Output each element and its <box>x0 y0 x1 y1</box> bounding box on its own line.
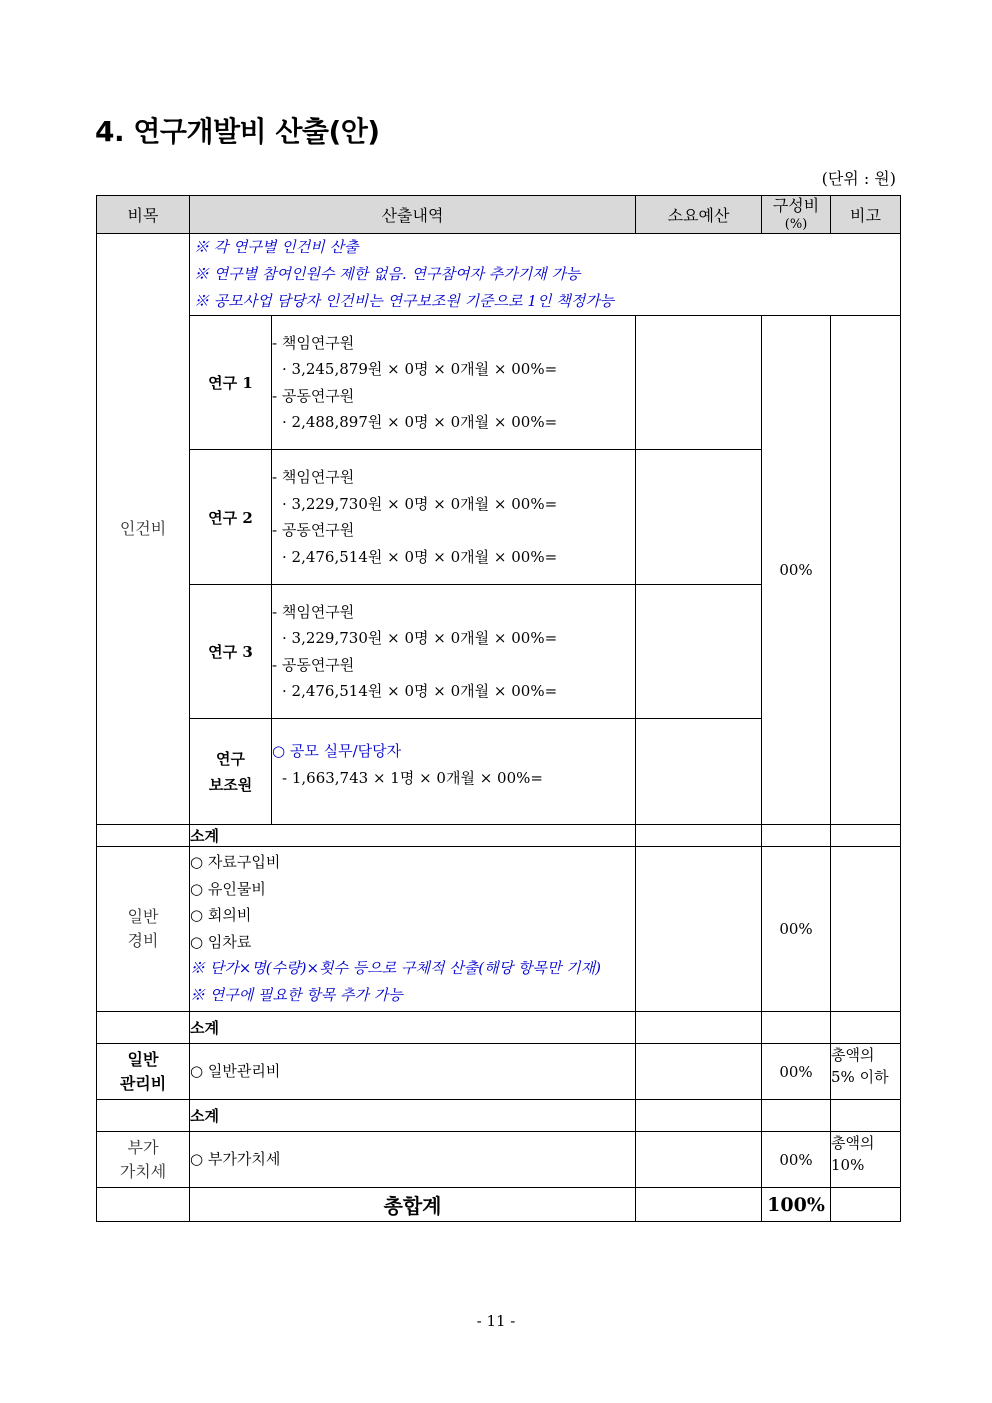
study-label: 연구 3 <box>190 585 272 719</box>
vat-category: 부가 가치세 <box>97 1132 190 1188</box>
admin-row <box>97 1044 901 1100</box>
note-line: ※ 각 연구별 인건비 산출 <box>194 238 359 256</box>
study-label: 연구 1 <box>190 316 272 450</box>
personnel-notes <box>190 234 901 316</box>
unit-label: (단위 : 원) <box>821 169 896 188</box>
list-item: ○ 유인물비 <box>190 879 266 898</box>
note-line: ※ 단가×명(수량)×횟수 등으로 구체적 산출(해당 항목만 기재) <box>190 959 601 977</box>
note-line: ※ 연구에 필요한 항목 추가 가능 <box>190 986 403 1004</box>
vat-item: ○ 부가가치세 <box>190 1132 636 1188</box>
subtotal-budget-cell[interactable] <box>636 825 762 847</box>
subtotal-label: 소계 <box>190 825 636 847</box>
assistant-label: 연구 보조원 <box>190 719 272 825</box>
admin-budget-cell[interactable] <box>636 1044 762 1100</box>
subtotal-budget-cell[interactable] <box>636 1012 762 1044</box>
general-items <box>190 847 636 1012</box>
list-item: ○ 자료구입비 <box>190 853 281 871</box>
study-row <box>97 316 901 450</box>
header-detail: 산출내역 <box>190 196 636 234</box>
study-label: 연구 2 <box>190 450 272 585</box>
header-remark: 비고 <box>831 196 901 234</box>
header-budget: 소요예산 <box>636 196 762 234</box>
personnel-remark-cell <box>831 316 901 825</box>
subtotal-row <box>97 1100 901 1132</box>
header-ratio: 구성비 (%) <box>762 196 831 234</box>
study-calc: - 책임연구원 · 3,245,879원 × 0명 × 0개월 × 00%= - 공동연구원 · 2,488,897원 × 0명 × 0개월 × 00%= <box>272 316 636 450</box>
general-budget-cell[interactable] <box>636 847 762 1012</box>
page-title: 4. 연구개발비 산출(안) <box>95 115 380 148</box>
study-budget-cell[interactable] <box>636 450 762 585</box>
admin-category: 일반 관리비 <box>97 1044 190 1100</box>
general-category: 일반 경비 <box>97 847 190 1012</box>
page-number: - 11 - <box>476 1312 516 1330</box>
study-budget-cell[interactable] <box>636 585 762 719</box>
note-line: ※ 공모사업 담당자 인건비는 연구보조원 기준으로 1인 책정가능 <box>194 292 615 310</box>
table-header-row <box>97 196 901 234</box>
note-line: ※ 연구별 참여인원수 제한 없음. 연구참여자 추가기재 가능 <box>194 265 581 283</box>
vat-remark: 총액의 10% <box>831 1132 901 1188</box>
assistant-budget-cell[interactable] <box>636 719 762 825</box>
header-item: 비목 <box>97 196 190 234</box>
subtotal-label: 소계 <box>190 1100 636 1132</box>
personnel-notes-row <box>97 234 901 316</box>
admin-item: ○ 일반관리비 <box>190 1044 636 1100</box>
subtotal-row <box>97 825 901 847</box>
admin-remark: 총액의 5% 이하 <box>831 1044 901 1100</box>
subtotal-budget-cell[interactable] <box>636 1100 762 1132</box>
list-item: ○ 임차료 <box>190 932 252 951</box>
personnel-category: 인건비 <box>97 234 190 825</box>
study-calc: - 책임연구원 · 3,229,730원 × 0명 × 0개월 × 00%= - 공동연구원 · 2,476,514원 × 0명 × 0개월 × 00%= <box>272 450 636 585</box>
study-budget-cell[interactable] <box>636 316 762 450</box>
study-calc: - 책임연구원 · 3,229,730원 × 0명 × 0개월 × 00%= - 공동연구원 · 2,476,514원 × 0명 × 0개월 × 00%= <box>272 585 636 719</box>
vat-row <box>97 1132 901 1188</box>
general-row <box>97 847 901 1012</box>
admin-ratio: 00% <box>762 1044 831 1100</box>
general-ratio: 00% <box>762 847 831 1012</box>
total-budget-cell[interactable] <box>636 1188 762 1222</box>
vat-ratio: 00% <box>762 1132 831 1188</box>
total-label: 총합계 <box>190 1188 636 1222</box>
list-item: ○ 회의비 <box>190 906 252 924</box>
budget-table <box>96 195 901 1222</box>
total-ratio: 100% <box>762 1188 831 1222</box>
personnel-ratio: 00% <box>762 316 831 825</box>
subtotal-row <box>97 1012 901 1044</box>
vat-budget-cell[interactable] <box>636 1132 762 1188</box>
assistant-calc: ○ 공모 실무/담당자 - 1,663,743 × 1명 × 0개월 × 00%= <box>272 719 636 825</box>
subtotal-label: 소계 <box>190 1012 636 1044</box>
total-row <box>97 1188 901 1222</box>
